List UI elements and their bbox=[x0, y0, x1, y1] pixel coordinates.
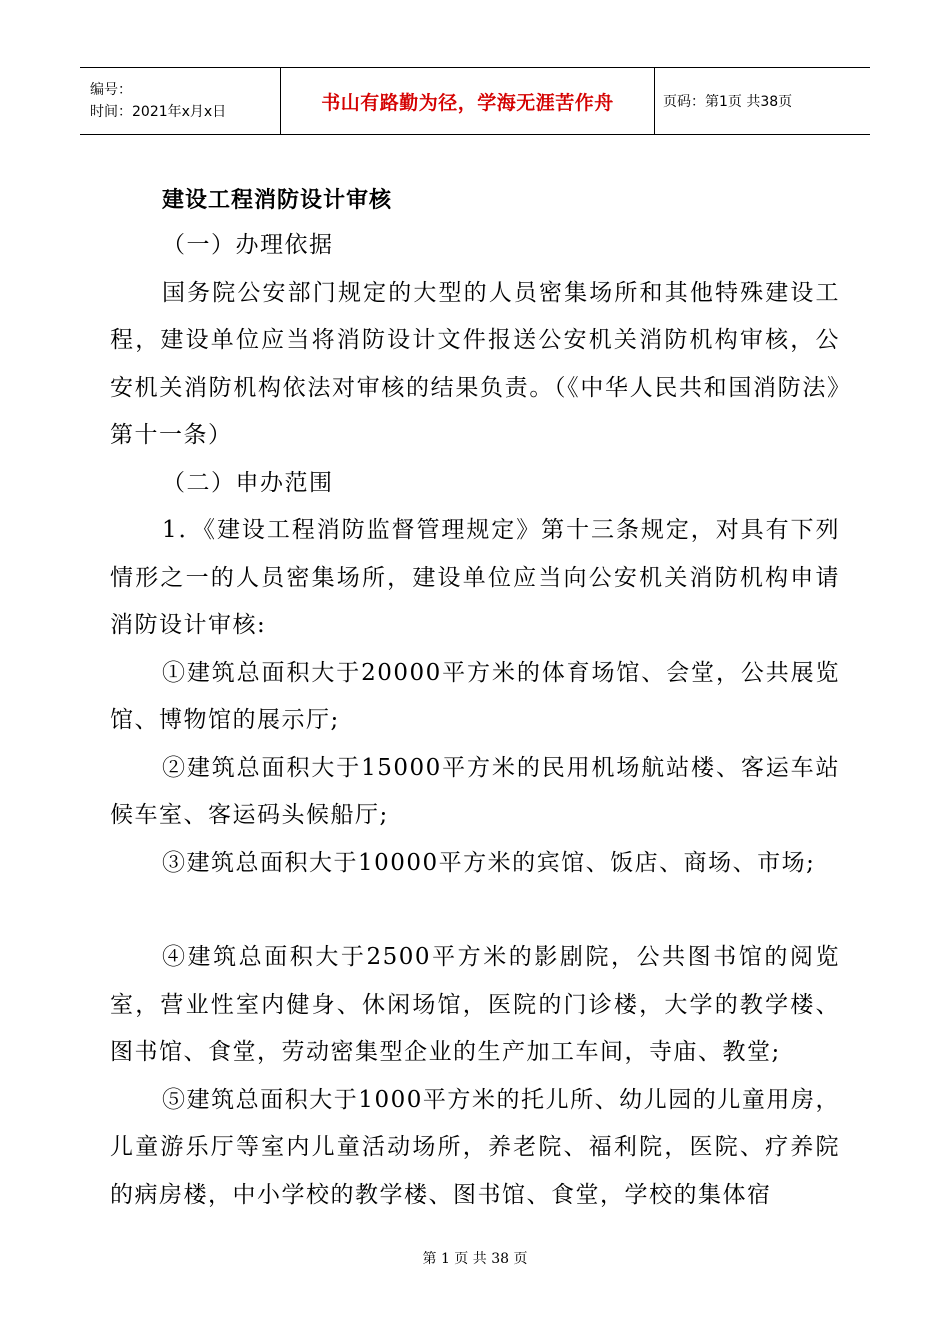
header-page-cell bbox=[655, 68, 870, 134]
paragraph-basis: 国务院公安部门规定的大型的人员密集场所和其他特殊建设工程，建设单位应当将消防设计文件报送公安机关消防机构审核，公安机关消防机构依法对审核的结果负责。（《中华人民共和国消防法》第十一条） bbox=[110, 279, 840, 448]
page-footer: 第 1 页 共 38 页 bbox=[422, 1251, 528, 1267]
list-item-2: ②建筑总面积大于15000平方米的民用机场航站楼、客运车站候车室、客运码头候船厅; bbox=[110, 754, 840, 828]
list-item-4: ④建筑总面积大于2500平方米的影剧院，公共图书馆的阅览室，营业性室内健身、休闲场馆，医院的门诊楼，大学的教学楼、图书馆、食堂，劳动密集型企业的生产加工车间，寺庙、教堂; bbox=[110, 944, 840, 1065]
blank-line bbox=[110, 887, 840, 934]
paragraph-rule-13: 1．《建设工程消防监督管理规定》第十三条规定，对具有下列情形之一的人员密集场所，建设单位应当向公安机关消防机构申请消防设计审核: bbox=[110, 517, 840, 638]
list-item-3: ③建筑总面积大于10000平方米的宾馆、饭店、商场、市场; bbox=[162, 849, 816, 876]
document-time-label: 时间：2021年x月x日 bbox=[90, 104, 227, 120]
page-header bbox=[80, 67, 870, 135]
section-heading-scope: （二）申办范围 bbox=[162, 469, 334, 496]
section-heading-basis: （一）办理依据 bbox=[162, 232, 334, 258]
header-motto: 书山有路勤为径，学海无涯苦作舟 bbox=[321, 91, 614, 114]
header-motto-cell bbox=[281, 68, 655, 134]
list-item-5: ⑤建筑总面积大于1000平方米的托儿所、幼儿园的儿童用房，儿童游乐厅等室内儿童活动场所，养老院、福利院，医院、疗养院的病房楼，中小学校的教学楼、图书馆、食堂，学校的集体宿 bbox=[110, 1086, 840, 1208]
header-meta-cell bbox=[80, 68, 281, 134]
header-page-info: 页码：第1页 共38页 bbox=[663, 94, 793, 110]
document-number-label: 编号： bbox=[90, 82, 132, 98]
list-item-1: ①建筑总面积大于20000平方米的体育场馆、会堂，公共展览馆、博物馆的展示厅; bbox=[110, 659, 840, 733]
document-body bbox=[110, 178, 840, 1219]
document-title: 建设工程消防设计审核 bbox=[162, 187, 393, 213]
